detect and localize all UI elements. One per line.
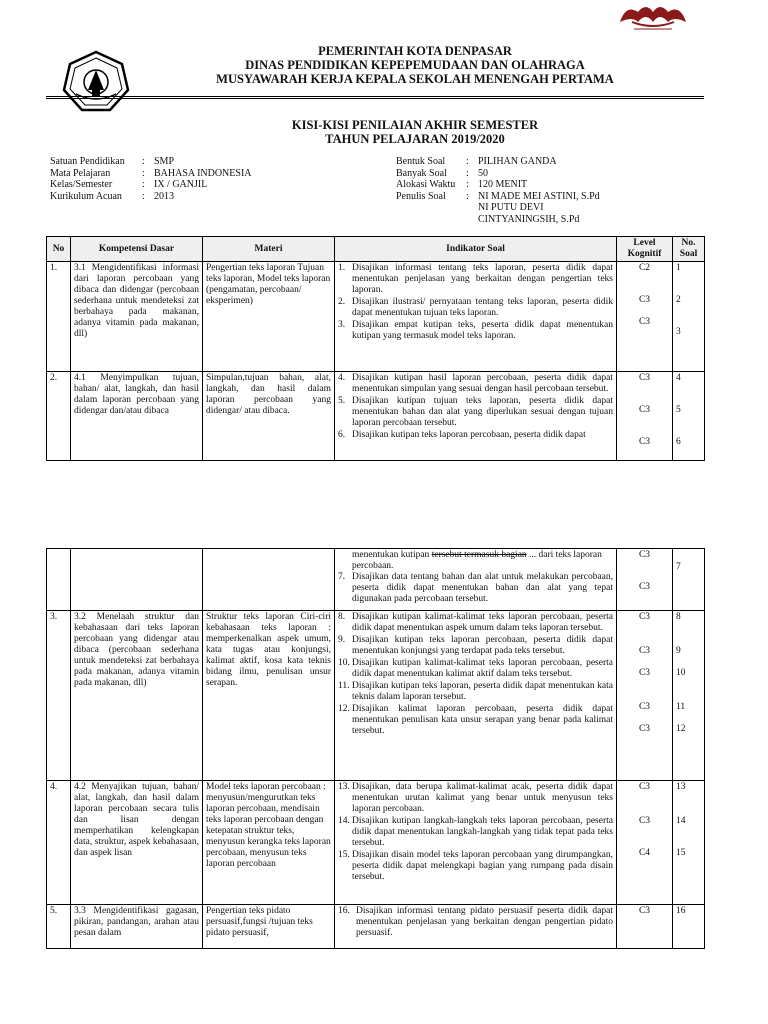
table-row [47,905,705,949]
struck-text: tersebut termasuk bagian [431,550,527,560]
cell-indikator [335,262,617,372]
col-header-indikator: Indikator Soal [335,237,617,262]
brand-ornament-logo-icon [612,0,694,34]
cell-indikator [335,611,617,781]
header-divider-thin [46,98,704,99]
title-line-1: KISI-KISI PENILAIAN AKHIR SEMESTER [291,118,539,132]
cell-kd: 4.2 Menyajikan tujuan, bahan/ alat, langkah, dan hasil dalam laporan percobaan secara tulis dan lisan dengan memperhatikan kelengkapan data, struktur, aspek kebahasaan, dan aspek lisan [71,781,203,905]
meta-row: NI PUTU DEVI [478,202,544,213]
cell-kd [71,549,203,611]
cell-indikator [335,372,617,461]
cell-nosoal: 13 14 15 [673,781,705,905]
cell-kd: 3.1 Mengidentifikasi informasi dari laporan percobaan yang dibaca dan didengar (percobaan sederhana untuk mendeteksi zat berbahaya pada makanan, adanya vitamin pada makanan, dll) [71,262,203,372]
col-header-no: No [47,237,71,262]
kisi-kisi-table-page-1 [46,236,705,461]
table-row [47,262,705,372]
cell-level: C2 C3 C3 [617,262,673,372]
cell-indikator [335,905,617,949]
indikator-item: 16. Disajikan informasi tentang pidato persuasif peserta didik dapat menentukan penjelasan yang berkaitan dengan pengertian pidato persuasif. [338,906,613,938]
cell-indikator [335,549,617,611]
cell-kd: 3.2 Menelaah struktur dan kebahasaan dari teks laporan percobaan yang didengar atau dibaca (percobaan sederhana untuk mendeteksi zat berbahaya pada makanan, adanya vitamin pada makanan, dll) [71,611,203,781]
meta-row: Mata Pelajaran : BAHASA INDONESIA [50,167,252,179]
indikator-item: 3. Disajikan empat kutipan teks, peserta didik dapat menentukan kutipan yang termasuk model teks laporan. [338,320,613,341]
cell-no: 4. [47,781,71,905]
meta-right [396,156,698,225]
page-1 [0,0,768,470]
cell-materi: Struktur teks laporan Ciri-ciri kebahasaan teks laporan : memperkenalkan aspek umum, kata tugas atau konjungsi, kalimat aktif, kosa kata teknis bidang ilmu, penulisan unsur serapan. [203,611,335,781]
meta-left [50,156,252,202]
indikator-item: 8. Disajikan kutipan kalimat-kalimat teks laporan percobaan, peserta didik dapat menentukan aspek umum dalam teks laporan tersebut. [338,612,613,633]
cell-no: 5. [47,905,71,949]
indikator-item: 15. Disajikan disain model teks laporan percobaan yang dirumpangkan, peserta didik dapat melengkapi bagian yang rumpang pada disain tersebut. [338,850,613,882]
meta-row: Bentuk Soal : PILIHAN GANDA [396,156,557,167]
cell-materi: Model teks laporan percobaan : menyusun/mengurutkan teks laporan percobaan, mendisain teks laporan percobaan dengan ketepatan struktur teks, menyusun kerangka teks laporan percobaan, menyusun teks laporan percobaan [203,781,335,905]
indikator-item: 13. Disajikan, data berupa kalimat-kalimat acak, peserta didik dapat menentukan urutan kalimat yang benar untuk menyusun teks laporan percobaan. [338,782,613,814]
indikator-continuation: menentukan kutipan tersebut termasuk bagian ... dari teks laporan percobaan. [352,550,602,571]
table-row [47,549,705,611]
cell-no: 3. [47,611,71,781]
cell-level: C3 C3 C3 [617,372,673,461]
cell-materi: Simpulan,tujuan bahan, alat, langkah, dan hasil dalam laporan percobaan yang didengar/ atau dibaca. [203,372,335,461]
cell-nosoal: 7 [673,549,705,611]
cell-level: C3 C3 C3 C3 C3 [617,611,673,781]
document-title [150,118,680,146]
table-header-row [47,237,705,262]
indikator-item: 9. Disajikan kutipan teks laporan percobaan, peserta didik dapat menentukan konjungsi yang terdapat pada teks tersebut. [338,635,613,656]
cell-materi: Pengertian teks pidato persuasif,fungsi /tujuan teks pidato persuasif, [203,905,335,949]
cell-indikator [335,781,617,905]
cell-kd: 3.3 Mengidentifikasi gagasan, pikiran, pandangan, arahan atau pesan dalam [71,905,203,949]
title-line-2: TAHUN PELAJARAN 2019/2020 [325,132,505,146]
cell-nosoal: 1 2 3 [673,262,705,372]
meta-row: Penulis Soal : NI MADE MEI ASTINI, S.Pd [396,190,600,202]
meta-row: Alokasi Waktu : 120 MENIT [396,179,528,190]
cell-level: C3 [617,905,673,949]
indikator-item: 1. Disajikan informasi tentang teks laporan, peserta didik dapat menentukan penjelasan yang berkaitan dengan pengertian teks laporan. [338,263,613,295]
cell-nosoal: 4 5 6 [673,372,705,461]
indikator-item: 11. Disajikan kutipan teks laporan, peserta didik dapat menentukan kata teknis dalam laporan tersebut. [338,681,613,702]
header-line-1: PEMERINTAH KOTA DENPASAR [318,44,512,58]
header-line-2: DINAS PENDIDIKAN KEPEPEMUDAAN DAN OLAHRAGA [245,58,585,72]
col-header-nosoal: No. Soal [673,237,705,262]
meta-row: Banyak Soal : 50 [396,167,488,179]
meta-row: CINTYANINGSIH, S.Pd [478,213,580,225]
cell-nosoal: 8 9 10 11 12 [673,611,705,781]
cell-kd: 4.1 Menyimpulkan tujuan, bahan/ alat, langkah, dan hasil dalam laporan percobaan yang didengar dan/atau dibaca [71,372,203,461]
indikator-item: 14. Disajikan kutipan langkah-langkah teks laporan percobaan, peserta didik dapat menentukan langkah-langkah yang tidak tepat pada teks tersebut. [338,816,613,848]
indikator-item: 5. Disajikan kutipan tujuan teks laporan, peserta didik dapat menentukan bahan dan alat yang diperlukan sesuai dengan tujuan laporan percobaan tersebut. [338,396,613,428]
header-divider [46,96,704,97]
kisi-kisi-table-page-2 [46,548,705,949]
col-header-level: Level Kognitif [617,237,673,262]
cell-materi: Pengertian teks laporan Tujuan teks laporan, Model teks laporan (pengamatan, percobaan/ eksperimen) [203,262,335,372]
meta-row: Kelas/Semester : IX / GANJIL [50,179,208,190]
pemkot-denpasar-emblem-icon [62,50,130,112]
table-row [47,372,705,461]
document-header [150,44,680,86]
page-2 [0,548,768,1024]
cell-level: C3 C3 C4 [617,781,673,905]
indikator-item: 6. Disajikan kutipan teks laporan percobaan, peserta didik dapat [338,430,586,440]
cell-nosoal: 16 [673,905,705,949]
meta-row: Satuan Pendidikan : SMP [50,156,175,167]
indikator-item: 10. Disajikan kutipan kalimat-kalimat teks laporan percobaan, peserta didik dapat menentukan kalimat aktif dalam teks tersebut. [338,658,613,679]
col-header-materi: Materi [203,237,335,262]
cell-no [47,549,71,611]
indikator-item: 4. Disajikan kutipan hasil laporan percobaan, peserta didik dapat menentukan simpulan yang sesuai dengan hasil percobaan tersebut. [338,373,613,394]
header-line-3: MUSYAWARAH KERJA KEPALA SEKOLAH MENENGAH PERTAMA [216,72,614,86]
cell-no: 2. [47,372,71,461]
cell-level: C3 C3 [617,549,673,611]
cell-no: 1. [47,262,71,372]
indikator-item: 2. Disajikan ilustrasi/ pernyataan tentang teks laporan, peserta didik dapat menentukan tujuan teks laporan. [338,297,613,318]
cell-materi [203,549,335,611]
indikator-item: 7. Disajikan data tentang bahan dan alat untuk melakukan percobaan, peserta didik dapat menentukan bahan dan alat yang tepat digunakan pada percobaan tersebut. [338,572,613,604]
col-header-kd: Kompetensi Dasar [71,237,203,262]
meta-row: Kurikulum Acuan : 2013 [50,190,174,202]
table-row [47,611,705,781]
indikator-item: 12. Disajikan kalimat laporan percobaan, peserta didik dapat menentukan penulisan kata unsur serapan yang benar pada kalimat tersebut. [338,704,613,736]
table-row [47,781,705,905]
